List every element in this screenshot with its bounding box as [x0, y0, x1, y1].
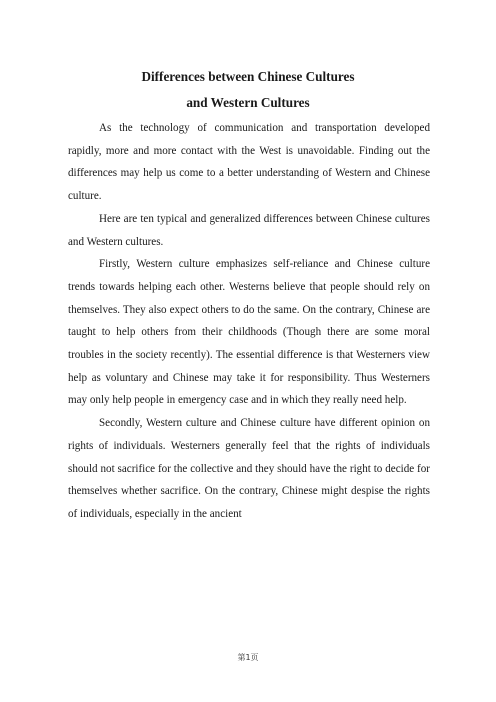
paragraph-firstly: Firstly, Western culture emphasizes self-reliance and Chinese culture trends towards helping each other. Westerns believe that people should rely on themselves. They also expect others to do the same. On the contrary, Chinese are taught to help others from their childhoods (Though there are some moral troubles in the society recently). The essential difference is that Westerners view help as voluntary and Chinese may take it for responsibility. Thus Westerners may only help people in emergency case and in which they really need help. [68, 258, 430, 407]
paragraph-secondly: Secondly, Western culture and Chinese culture have different opinion on rights of individuals. Westerners generally feel that the rights of individuals should not sacrifice for the collective and they should have the right to decide for themselves whether sacrifice. On the contrary, Chinese might despise the rights of individuals, especially in the ancient [68, 417, 430, 520]
paragraph-intro: As the technology of communication and transportation developed rapidly, more and more contact with the West is unavoidable. Finding out the differences may help us come to a better understanding of Western and Chinese culture. [68, 122, 430, 203]
document-title-line-2: and Western Cultures [186, 95, 310, 110]
paragraph-overview: Here are ten typical and generalized differences between Chinese cultures and Western cultures. [68, 212, 430, 248]
document-title-line-1: Differences between Chinese Cultures [141, 69, 355, 84]
document-body [68, 117, 430, 526]
page-number-footer: 第1页 [237, 653, 259, 662]
